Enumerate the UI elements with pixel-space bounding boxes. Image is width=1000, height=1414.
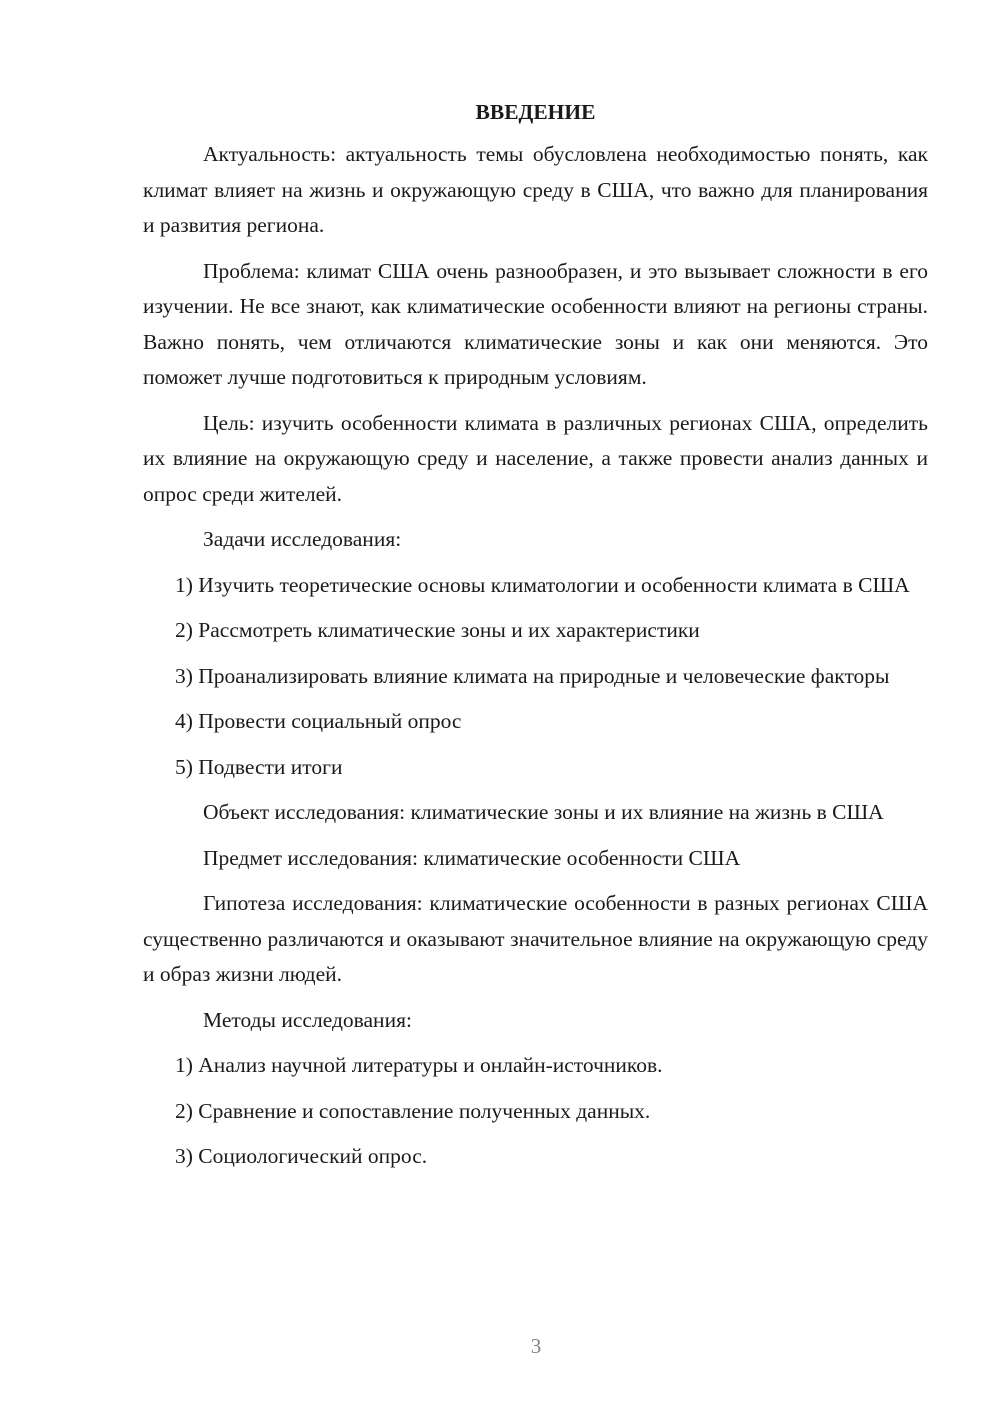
goal-paragraph: Цель: изучить особенности климата в различных регионах США, определить их влияние на окружающую среду и население, а также провести анализ данных и опрос среди жителей. [143, 410, 928, 506]
task-item: 4) Провести социальный опрос [175, 709, 462, 733]
task-item: 5) Подвести итоги [175, 754, 343, 779]
subject-paragraph: Предмет исследования: климатические особенности США [203, 845, 741, 870]
problem-paragraph: Проблема: климат США очень разнообразен, и это вызывает сложности в его изучении. Не все знают, как климатические особенности влияют на регионы страны. Важно понять, чем отличаются климатические зоны и как они меняются. Это поможет лучше подготовиться к природным условиям. [143, 258, 928, 389]
task-item: 1) Изучить теоретические основы климатологии и особенности климата в США [175, 572, 910, 597]
task-item: 2) Рассмотреть климатические зоны и их характеристики [175, 618, 700, 642]
tasks-heading: Задачи исследования: [203, 527, 402, 551]
relevance-paragraph: Актуальность: актуальность темы обусловлена необходимостью понять, как климат влияет на жизнь и окружающую среду в США, что важно для планирования и развития региона. [143, 142, 928, 237]
method-item: 2) Сравнение и сопоставление полученных данных. [175, 1098, 651, 1123]
document-page [143, 97, 928, 1185]
object-paragraph: Объект исследования: климатические зоны и их влияние на жизнь в США [203, 800, 884, 824]
hypothesis-paragraph: Гипотеза исследования: климатические особенности в разных регионах США существенно различаются и оказывают значительное влияние на окружающую среду и образ жизни людей. [143, 891, 928, 986]
method-item: 3) Социологический опрос. [175, 1144, 428, 1168]
methods-heading: Методы исследования: [203, 1007, 412, 1032]
page-number: 3 [530, 1334, 542, 1358]
method-item: 1) Анализ научной литературы и онлайн-источников. [175, 1053, 663, 1077]
section-title: ВВЕДЕНИЕ [475, 100, 596, 124]
task-item: 3) Проанализировать влияние климата на природные и человеческие факторы [175, 663, 890, 688]
